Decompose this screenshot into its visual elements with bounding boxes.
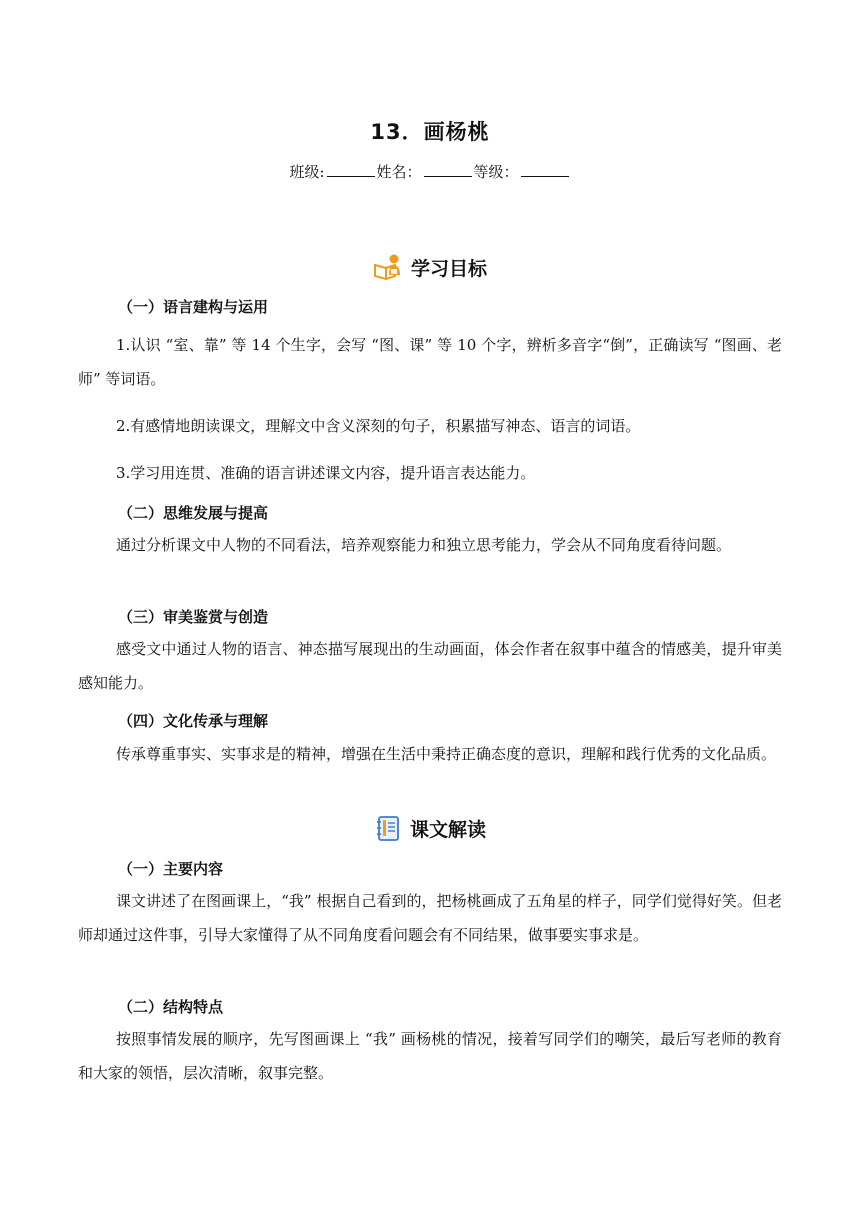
objectives-section-4-paragraph: 传承尊重事实、实事求是的精神，增强在生活中秉持正确态度的意识，理解和践行优秀的文化品质。	[116, 745, 777, 763]
name-blank[interactable]	[424, 164, 472, 177]
grade-label: 等级：	[473, 163, 519, 181]
objectives-heading-text: 学习目标	[410, 257, 487, 280]
page-title: 13．画杨桃	[370, 120, 490, 144]
objectives-section-3-title: （三）审美鉴赏与创造	[118, 608, 269, 626]
objectives-section-4-title: （四）文化传承与理解	[118, 712, 269, 730]
class-blank[interactable]	[327, 164, 375, 177]
grade-blank[interactable]	[521, 164, 569, 177]
notebook-pen-icon	[374, 814, 402, 842]
objectives-section-1-paragraph-2: 2.有感情地朗读课文，理解文中含义深刻的句子，积累描写神态、语言的词语。	[116, 417, 641, 435]
reading-section-1-title: （一）主要内容	[118, 860, 224, 878]
reading-section-1-paragraph: 课文讲述了在图画课上，“我” 根据自己看到的，把杨桃画成了五角星的样子，同学们觉得好笑。但老师却通过这件事，引导大家懂得了从不同角度看问题会有不同结果，做事要实事求是。	[78, 892, 782, 944]
student-info-line	[0, 161, 860, 182]
reading-section-2-title: （二）结构特点	[118, 998, 224, 1016]
reading-heading-text: 课文解读	[409, 818, 486, 841]
objectives-heading	[0, 253, 860, 281]
objectives-section-2-title: （二）思维发展与提高	[118, 504, 269, 522]
reading-section-2-paragraph: 按照事情发展的顺序，先写图画课上 “我” 画杨桃的情况，接着写同学们的嘲笑，最后写老师的教育和大家的领悟，层次清晰，叙事完整。	[78, 1030, 782, 1082]
objectives-section-1-title: （一）语言建构与运用	[118, 298, 269, 316]
name-label: 姓名：	[376, 163, 422, 181]
objectives-section-3-paragraph: 感受文中通过人物的语言、神态描写展现出的生动画面，体会作者在叙事中蕴含的情感美，提升审美感知能力。	[78, 640, 782, 692]
objectives-section-2-paragraph: 通过分析课文中人物的不同看法，培养观察能力和独立思考能力，学会从不同角度看待问题。	[116, 536, 732, 554]
objectives-section-1-paragraph-1: 1.认识 “室、靠” 等 14 个生字，会写 “图、课” 等 10 个字，辨析多音字“倒”，正确读写 “图画、老师” 等词语。	[78, 336, 782, 388]
reading-heading	[0, 814, 860, 842]
reading-person-icon	[373, 253, 403, 281]
objectives-section-1-paragraph-3: 3.学习用连贯、准确的语言讲述课文内容，提升语言表达能力。	[116, 464, 536, 482]
class-label: 班级:	[289, 163, 325, 181]
